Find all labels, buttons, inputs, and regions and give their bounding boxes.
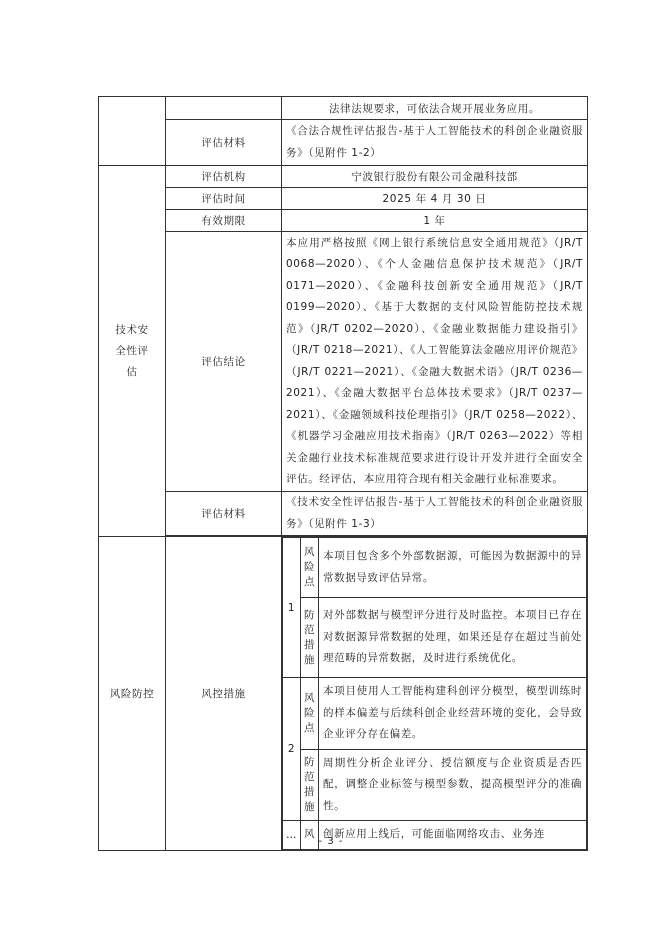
- legal-continuation-text: 法律法规要求，可依法合规开展业务应用。: [282, 97, 588, 120]
- org-value: 宁波银行股份有限公司金融科技部: [282, 166, 588, 188]
- risk-point-text: 创新应用上线后，可能面临网络攻击、业务连: [319, 821, 587, 850]
- risk-measures-cell: [282, 537, 588, 851]
- measure-label: 防范措施: [301, 749, 319, 821]
- assessment-table: [98, 96, 588, 851]
- measure-text: 周期性分析企业评分、授信额度与企业资质是否匹配，调整企业标签与模型参数，提高模型评分的准确性。: [319, 749, 587, 821]
- conclusion-label: 评估结论: [166, 232, 282, 492]
- tech-material-label: 评估材料: [166, 492, 282, 536]
- risk-measures-label: 风控措施: [166, 537, 282, 851]
- risk-number: …: [283, 821, 301, 850]
- legal-material-label: 评估材料: [166, 120, 282, 166]
- blank-label-cell: [166, 97, 282, 120]
- risk-point-text: 本项目包含多个外部数据源，可能因为数据源中的异常数据导致评估异常。: [319, 538, 587, 598]
- time-value: 2025 年 4 月 30 日: [282, 188, 588, 210]
- page-number: - 3 -: [318, 836, 344, 847]
- tech-material-value: 《技术安全性评估报告-基于人工智能技术的科创企业融资服务》（见附件 1-3）: [282, 492, 588, 536]
- risk-point-label: 风: [301, 821, 319, 850]
- measure-label: 防范措施: [301, 598, 319, 678]
- legal-material-value: 《合法合规性评估报告-基于人工智能技术的科创企业融资服务》（见附件 1-2）: [282, 120, 588, 166]
- measure-text: 对外部数据与模型评分进行及时监控。本项目已存在对数据源异常数据的处理，如果还是存在超过当前处理范畴的异常数据，及时进行系统优化。: [319, 598, 587, 678]
- validity-label: 有效期限: [166, 210, 282, 232]
- risk-point-label: 风险点: [301, 538, 319, 598]
- risk-section-label: 风险防控: [99, 537, 166, 851]
- legal-section-cell: [99, 97, 166, 166]
- risk-number: 1: [283, 538, 301, 678]
- time-label: 评估时间: [166, 188, 282, 210]
- conclusion-value: 本应用严格按照《网上银行系统信息安全通用规范》（JR/T 0068—2020）、《个人金融信息保护技术规范》（JR/T 0171—2020）、《金融科技创新安全通用规范》（JR/T 0199—2020）、《基于大数据的支付风险智能防控技术规范》（JR/T 0202—2020）、《金融业数据能力建设指引》（JR/T 0218—2021）、《人工智能算法金融应用评价规范》（JR/T 0221—2021）、《金融大数据术语》（JR/T 0236—2021）、《金融大数据平台总体技术要求》（JR/T 0237—2021）、《金融领域科技伦理指引》（JR/T 0258—2022）、《机器学习金融应用技术指南》（JR/T 0263—2022）等相关金融行业技术标准规范要求进行设计开发并进行全面安全评估。经评估，本应用符合现有相关金融行业标准要求。: [282, 232, 588, 492]
- risk-point-text: 本项目使用人工智能构建科创评分模型，模型训练时的样本偏差与后续科创企业经营环境的变化，会导致企业评分存在偏差。: [319, 678, 587, 750]
- tech-section-label: 技术安全性评估: [99, 166, 166, 537]
- risk-point-label: 风险点: [301, 678, 319, 750]
- validity-value: 1 年: [282, 210, 588, 232]
- org-label: 评估机构: [166, 166, 282, 188]
- risk-measures-table: [282, 537, 587, 850]
- risk-number: 2: [283, 678, 301, 821]
